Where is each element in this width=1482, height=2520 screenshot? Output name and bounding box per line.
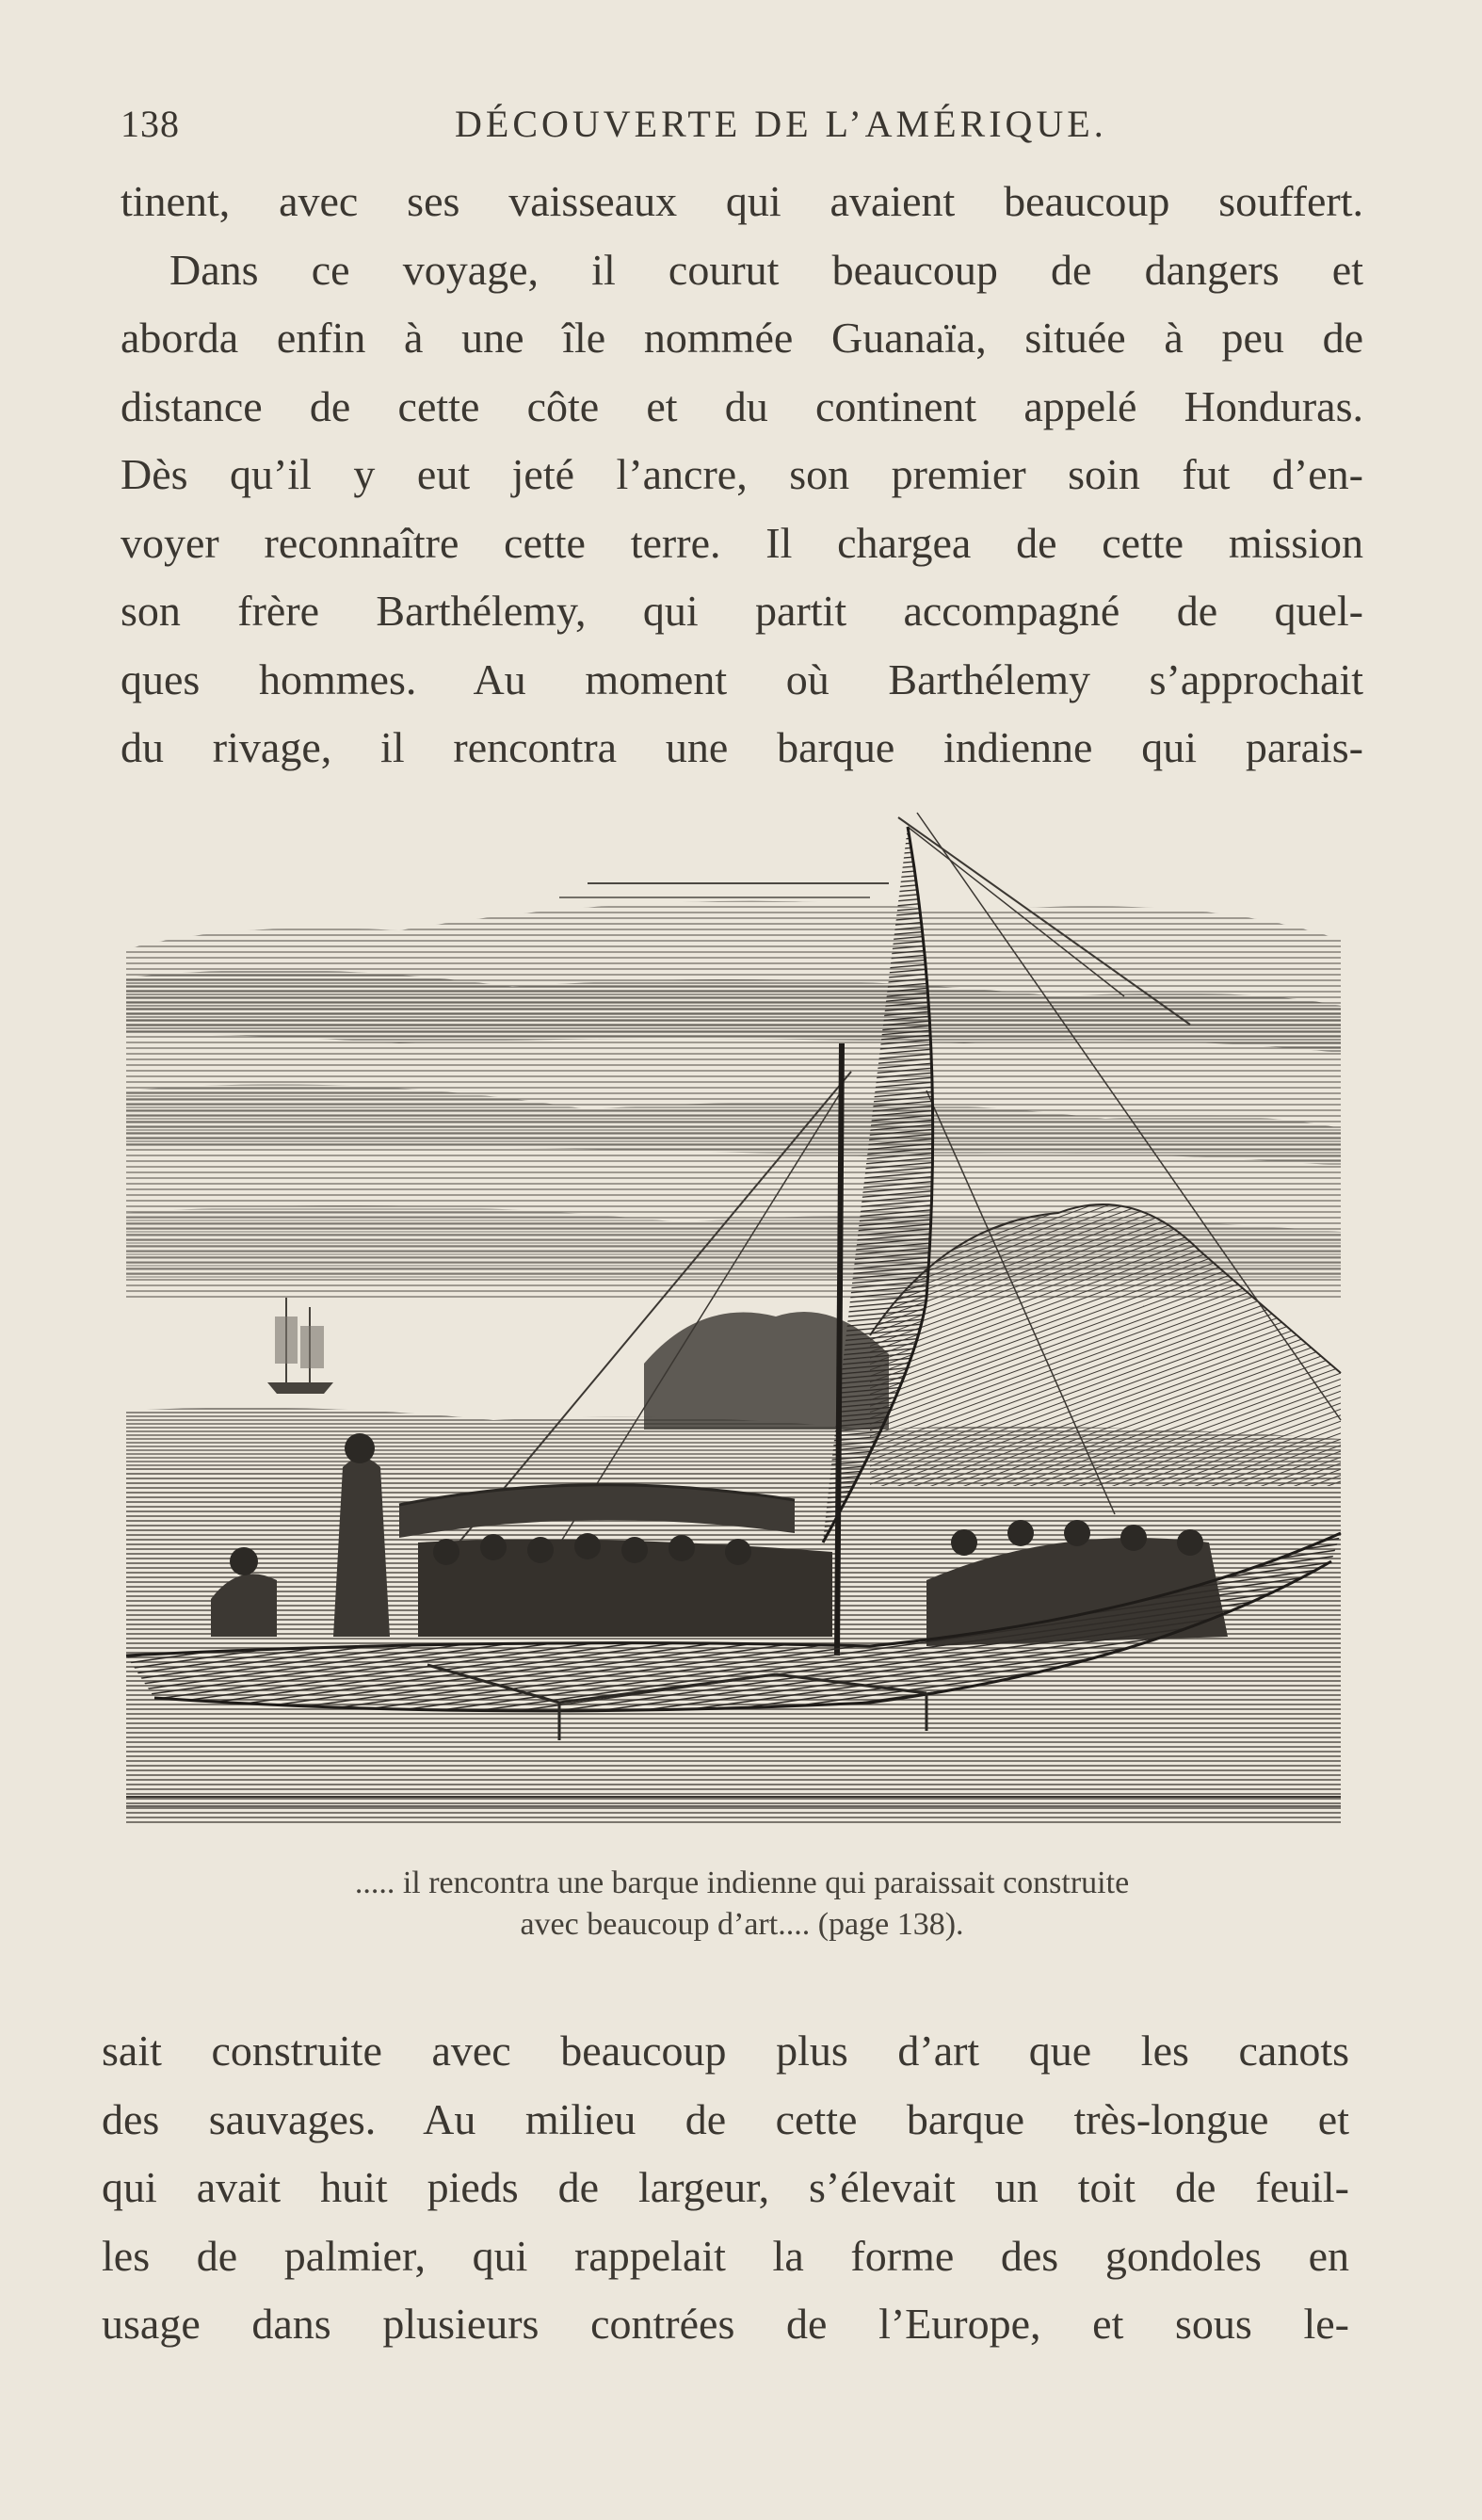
running-title: DÉCOUVERTE DE L’AMÉRIQUE.	[455, 103, 1107, 145]
text-line: les de palmier, qui rappelait la forme des gondoles en	[102, 2231, 1349, 2280]
text-line: Dans ce voyage, il courut beaucoup de dangers et	[169, 245, 1363, 294]
text-line: tinent, avec ses vaisseaux qui avaient beaucoup souffert.	[121, 177, 1363, 225]
text-line: sait construite avec beaucoup plus d’art que les canots	[102, 2027, 1349, 2075]
page-header	[121, 102, 1363, 149]
text-line: des sauvages. Au milieu de cette barque très-longue et	[102, 2094, 1349, 2143]
text-line: aborda enfin à une île nommée Guanaïa, située à peu de	[121, 314, 1363, 362]
body-text-top	[121, 168, 1363, 783]
body-text-bottom	[102, 2017, 1349, 2359]
distant-ship	[267, 1298, 333, 1394]
caption-line: ..... il rencontra une barque indienne qui paraissait construite	[354, 1866, 1130, 1900]
caption-line: avec beaucoup d’art.... (page 138).	[520, 1907, 964, 1942]
page-number: 138	[121, 103, 180, 145]
text-line: voyer reconnaître cette terre. Il chargea de cette mission	[121, 518, 1363, 567]
text-line: distance de cette côte et du continent appelé Honduras.	[121, 381, 1363, 430]
text-line: du rivage, il rencontra une barque indienne qui parais-	[121, 723, 1363, 771]
text-line: son frère Barthélemy, qui partit accompagné de quel-	[121, 587, 1363, 635]
text-line: qui avait huit pieds de largeur, s’élevait un toit de feuil-	[102, 2163, 1349, 2211]
text-line: usage dans plusieurs contrées de l’Europe, et sous le-	[102, 2300, 1349, 2348]
text-line: ques hommes. Au moment où Barthélemy s’approchait	[121, 654, 1363, 703]
text-line: Dès qu’il y eut jeté l’ancre, son premier soin fut d’en-	[121, 450, 1363, 498]
figure-caption	[121, 1863, 1363, 1946]
engraving-illustration	[117, 808, 1348, 1834]
